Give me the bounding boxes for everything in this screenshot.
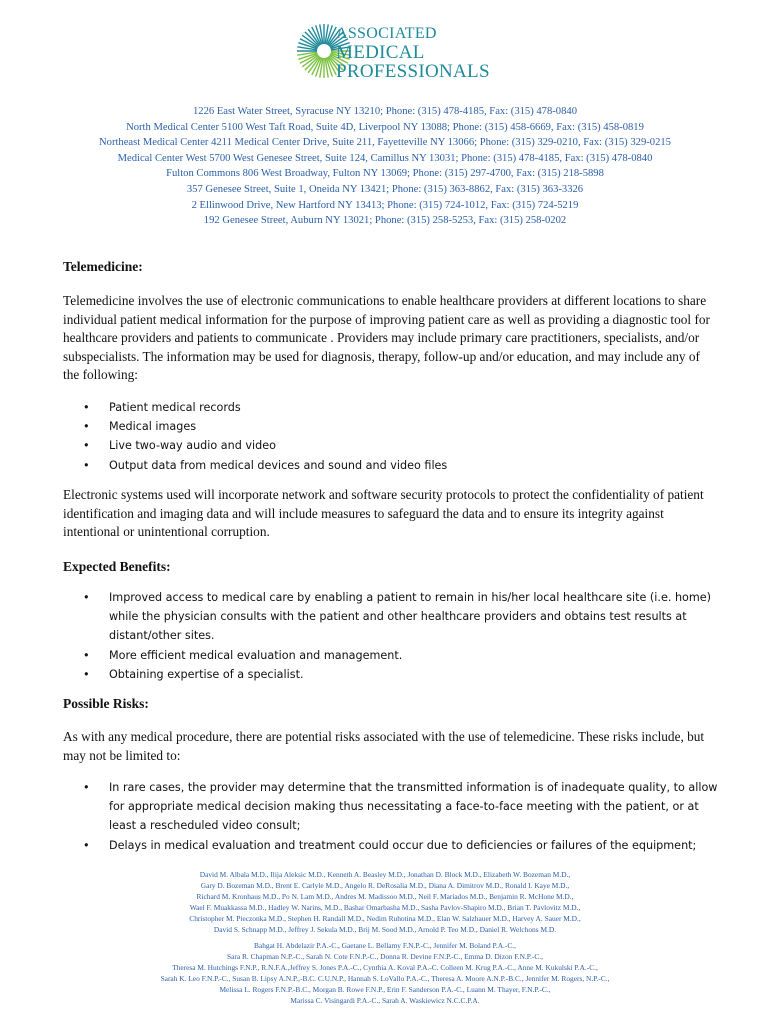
telemedicine-data-list: [63, 398, 447, 475]
risks-intro: As with any medical procedure, there are potential risks associated with the use of telemedicine. These risks include, but may not be limited to:: [63, 729, 705, 763]
physician-line: Richard M. Kronhaus M.D., Po N. Lam M.D., Andres M. Madissoo M.D., Neil F. Mariados M.D., Benjamin R. McHone M.D.,: [196, 891, 574, 901]
office-addresses: [0, 104, 770, 229]
address-line: North Medical Center 5100 West Taft Road, Suite 4D, Liverpool NY 13088; Phone: (315) 458-6669, Fax: (315) 458-0819: [126, 121, 644, 133]
physician-line: David S. Schnapp M.D., Jeffrey J. Sekula M.D., Brij M. Sood M.D., Arnold P. Teo M.D., Daniel R. Welchons M.D.: [213, 924, 557, 934]
list-item: • Output data from medical devices and sound and video files: [83, 458, 448, 472]
physician-line: Christopher M. Pieczonka M.D., Stephen H. Randall M.D., Nedim Ruhotina M.D., Elan W. Salzhauer M.D., Harvey A. Sauer M.D.,: [189, 913, 581, 923]
practitioner-line: Sara R. Chapman N.P.-C., Sarah N. Cote F.N.P.-C., Donna R. Devine F.N.P.-C., Emma D. Dizon F.N.P.-C.,: [226, 952, 543, 962]
telemedicine-intro: Telemedicine involves the use of electronic communications to enable healthcare providers at different locations to share individual patient medical information for the purpose of improving patient care as well as providing a diagnostic tool for healthcare providers and patients to communicate . Providers may include primary care practitioners, specialists, and/or subspecialists. The information may be used for diagnosis, therapy, follow-up and/or education, and may include any of the following:: [63, 293, 710, 383]
address-line: 1226 East Water Street, Syracuse NY 13210; Phone: (315) 478-4185, Fax: (315) 478-0840: [193, 106, 577, 117]
physician-line: David M. Albala M.D., Ilija Aleksic M.D., Kenneth A. Beasley M.D., Jonathan D. Block M.D., Elizabeth W. Bozeman M.D.,: [199, 870, 571, 879]
physician-line: Wael F. Muakkassa M.D., Hadley W. Narins, M.D., Bashar Omarbasha M.D., Sasha Pavlov-Shapiro M.D., Brian T. Pavlovitz M.D.,: [189, 902, 581, 912]
address-line: 192 Genesee Street, Auburn NY 13021; Phone: (315) 258-5253, Fax: (315) 258-0202: [203, 215, 567, 227]
practitioner-line: Theresa M. Hutchings F.N.P., R.N.F.A.,Jeffrey S. Jones P.A.-C., Cynthia A. Koval P.A.-C. Colleen M. Krug P.A.-C., Anne M. Kukulski P.A.-C.,: [172, 963, 598, 973]
physician-line: Gary D. Bozeman M.D., Brent E. Carlyle M.D., Angelo R. DeRosalia M.D., Diana A. Dimitrov M.D., Ronald I. Kaye M.D.,: [200, 880, 570, 890]
telemedicine-heading: Telemedicine:: [63, 259, 143, 274]
address-line: Fulton Commons 806 West Broadway, Fulton NY 13069; Phone: (315) 297-4700, Fax: (315) 218-5898: [166, 168, 604, 180]
practitioner-line: Bahgat H. Abdelazir P.A.-C., Gaetane L. Bellamy F.N.P.-C., Jennifer M. Boland P.A.-C.,: [254, 941, 516, 951]
practitioner-line: Marissa C. Visingardi P.A.-C., Sarah A. Waskiewicz N.C.C.P.A.: [290, 995, 480, 1005]
risks-list: [63, 778, 723, 855]
logo-line-medical: MEDICAL: [336, 42, 425, 63]
list-item: • More efficient medical evaluation and management.: [83, 648, 403, 662]
address-line: 2 Ellinwood Drive, New Hartford NY 13413; Phone: (315) 724-1012, Fax: (315) 724-5219: [191, 199, 579, 211]
address-line: Medical Center West 5700 West Genesee Street, Suite 124, Camillus NY 13031; Phone: (315) 478-4185, Fax: (315) 478-0840: [117, 152, 653, 164]
logo-wordmark: [336, 24, 490, 81]
risks-heading: Possible Risks:: [63, 696, 149, 711]
list-item: • Patient medical records: [83, 401, 241, 414]
practitioner-line: Melissa L. Rogers F.N.P.-B.C., Morgan B. Rowe F.N.P., Erin F. Sanderson P.A.-C., Luann M. Thayer, F.N.P.-C.,: [219, 985, 551, 995]
list-item: • Improved access to medical care by enabling a patient to remain in his/her local healthcare site (i.e. home) while the physician consults with the patient and other healthcare providers and obtains test results at distant/other sites.: [83, 591, 712, 643]
benefits-list: [63, 588, 723, 684]
list-item: • Live two-way audio and video: [83, 439, 276, 453]
provider-roster: [0, 870, 770, 1007]
list-item: • Delays in medical evaluation and treatment could occur due to deficiencies or failures of the equipment;: [83, 838, 697, 852]
practitioner-line: Sarah K. Leo F.N.P.-C., Susan B. Lipsy A.N.P.,-B.C. C.U.N.P., Hannah S. LoVallo P.A.-C., Theresa A. Moore A.N.P.-B.C., Jennifer M. Rogers, N.P.-C.,: [160, 974, 610, 984]
list-item: • In rare cases, the provider may determine that the transmitted information is of inadequate quality, to allow for appropriate medical decision making thus necessitating a face-to-face meeting with the patient, or at least a rescheduled video consult;: [83, 781, 718, 833]
list-item: • Obtaining expertise of a specialist.: [83, 667, 304, 681]
security-paragraph: Electronic systems used will incorporate network and software security protocols to protect the confidentiality of patient identification and imaging data and will include measures to safeguard the data and to ensure its integrity against intentional or unintentional corruption.: [63, 487, 704, 540]
address-line: Northeast Medical Center 4211 Medical Center Drive, Suite 211, Fayetteville NY 13066; Phone: (315) 329-0210, Fax: (315) 329-0215: [99, 137, 671, 149]
logo-line-associated: ASSOCIATED: [336, 25, 437, 42]
benefits-heading: Expected Benefits:: [63, 559, 171, 574]
address-line: 357 Genesee Street, Suite 1, Oneida NY 13421; Phone: (315) 363-8862, Fax: (315) 363-3326: [186, 183, 584, 195]
list-item: • Medical images: [83, 420, 197, 434]
logo-line-professionals: PROFESSIONALS: [336, 61, 490, 82]
